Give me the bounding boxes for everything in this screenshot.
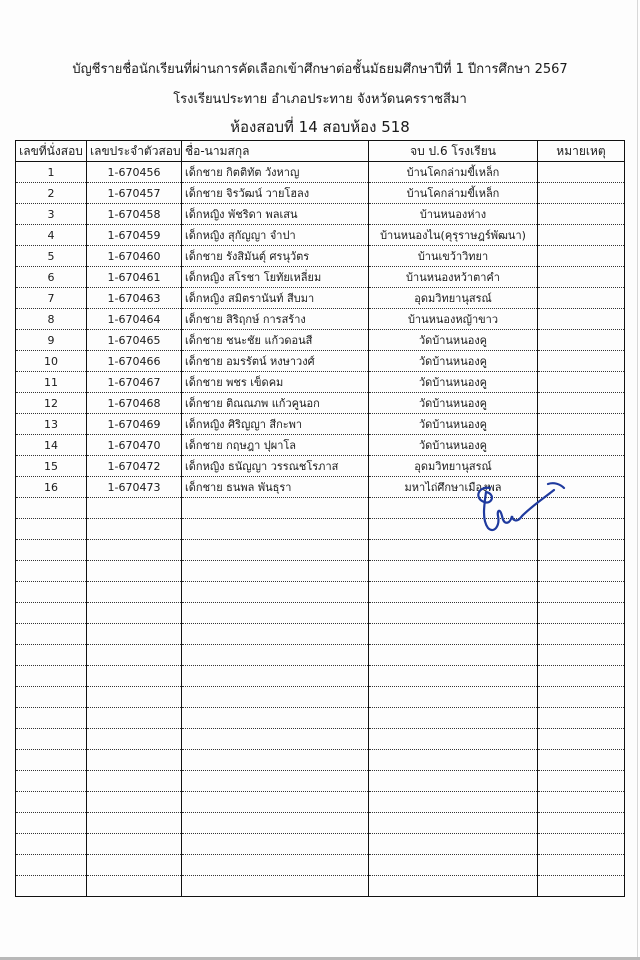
previous-school: วัดบ้านหนองคู: [369, 372, 538, 393]
remarks: [538, 225, 625, 246]
table-row: [16, 204, 625, 225]
table-row: [16, 225, 625, 246]
table-row: [16, 456, 625, 477]
seat-number: 14: [16, 435, 87, 456]
empty-table-row: [16, 834, 625, 855]
empty-cell: [87, 834, 182, 855]
empty-cell: [182, 708, 369, 729]
student-name: เด็กชาย อมรรัตน์ หงษาวงศ์: [182, 351, 369, 372]
empty-cell: [16, 561, 87, 582]
previous-school: บ้านโคกล่ามขี้เหล็ก: [369, 183, 538, 204]
empty-cell: [369, 603, 538, 624]
previous-school: วัดบ้านหนองคู: [369, 351, 538, 372]
remarks: [538, 183, 625, 204]
previous-school: อุดมวิทยานุสรณ์: [369, 456, 538, 477]
exam-id: 1-670469: [87, 414, 182, 435]
empty-cell: [16, 687, 87, 708]
remarks: [538, 309, 625, 330]
empty-cell: [16, 855, 87, 876]
empty-cell: [182, 498, 369, 519]
student-name: เด็กชาย ติณณภพ แก้วคูนอก: [182, 393, 369, 414]
empty-cell: [538, 603, 625, 624]
previous-school: อุดมวิทยานุสรณ์: [369, 288, 538, 309]
exam-id: 1-670459: [87, 225, 182, 246]
empty-cell: [182, 792, 369, 813]
empty-cell: [369, 582, 538, 603]
previous-school: วัดบ้านหนองคู: [369, 330, 538, 351]
student-name: เด็กหญิง พัชริดา พลเสน: [182, 204, 369, 225]
seat-number: 11: [16, 372, 87, 393]
empty-cell: [87, 603, 182, 624]
empty-table-row: [16, 750, 625, 771]
empty-cell: [182, 645, 369, 666]
exam-id: 1-670457: [87, 183, 182, 204]
remarks: [538, 372, 625, 393]
empty-cell: [369, 624, 538, 645]
student-name: เด็กหญิง สุกัญญา จำปา: [182, 225, 369, 246]
exam-id: 1-670473: [87, 477, 182, 498]
exam-id: 1-670464: [87, 309, 182, 330]
student-name: เด็กหญิง สโรชา โยทัยเหลี่ยม: [182, 267, 369, 288]
empty-cell: [182, 519, 369, 540]
empty-table-row: [16, 813, 625, 834]
table-row: [16, 414, 625, 435]
empty-cell: [87, 876, 182, 897]
table-row: [16, 246, 625, 267]
table-row: [16, 351, 625, 372]
empty-cell: [538, 876, 625, 897]
empty-cell: [16, 708, 87, 729]
exam-id: 1-670465: [87, 330, 182, 351]
empty-cell: [369, 813, 538, 834]
exam-id: 1-670463: [87, 288, 182, 309]
empty-cell: [16, 750, 87, 771]
col-seat-number: เลขที่นั่งสอบ: [16, 141, 87, 162]
empty-table-row: [16, 771, 625, 792]
previous-school: วัดบ้านหนองคู: [369, 414, 538, 435]
empty-cell: [182, 687, 369, 708]
seat-number: 9: [16, 330, 87, 351]
empty-table-row: [16, 876, 625, 897]
empty-cell: [16, 540, 87, 561]
previous-school: วัดบ้านหนองคู: [369, 393, 538, 414]
empty-cell: [538, 561, 625, 582]
col-full-name: ชื่อ-นามสกุล: [182, 141, 369, 162]
empty-cell: [87, 540, 182, 561]
empty-cell: [16, 519, 87, 540]
empty-cell: [369, 771, 538, 792]
page-edge: [637, 0, 638, 960]
empty-cell: [182, 855, 369, 876]
col-previous-school: จบ ป.6 โรงเรียน: [369, 141, 538, 162]
remarks: [538, 393, 625, 414]
empty-cell: [87, 582, 182, 603]
empty-cell: [538, 666, 625, 687]
empty-table-row: [16, 624, 625, 645]
signature: [470, 476, 570, 536]
exam-id: 1-670460: [87, 246, 182, 267]
empty-cell: [87, 708, 182, 729]
exam-room: ห้องสอบที่ 14 สอบห้อง 518: [230, 118, 410, 136]
empty-cell: [16, 729, 87, 750]
previous-school: บ้านหนองหญ้าขาว: [369, 309, 538, 330]
table-row: [16, 288, 625, 309]
empty-table-row: [16, 666, 625, 687]
remarks: [538, 414, 625, 435]
previous-school: บ้านหนองหว้าตาคำ: [369, 267, 538, 288]
student-name: เด็กหญิง สมิตรานันท์ สีบมา: [182, 288, 369, 309]
student-name: เด็กหญิง ธนัญญา วรรณชโรภาส: [182, 456, 369, 477]
table-row: [16, 309, 625, 330]
student-name: เด็กชาย จิรวัฒน์ วายโฮลง: [182, 183, 369, 204]
empty-cell: [182, 666, 369, 687]
empty-cell: [16, 498, 87, 519]
empty-cell: [182, 603, 369, 624]
remarks: [538, 456, 625, 477]
table-row: [16, 435, 625, 456]
table-row: [16, 372, 625, 393]
empty-table-row: [16, 582, 625, 603]
empty-table-row: [16, 561, 625, 582]
empty-cell: [182, 729, 369, 750]
empty-table-row: [16, 729, 625, 750]
empty-cell: [16, 666, 87, 687]
col-exam-id: เลขประจำตัวสอบ: [87, 141, 182, 162]
empty-table-row: [16, 687, 625, 708]
remarks: [538, 288, 625, 309]
empty-cell: [538, 645, 625, 666]
empty-cell: [369, 540, 538, 561]
empty-cell: [182, 813, 369, 834]
empty-cell: [87, 561, 182, 582]
remarks: [538, 267, 625, 288]
remarks: [538, 162, 625, 183]
exam-id: 1-670466: [87, 351, 182, 372]
empty-cell: [538, 687, 625, 708]
exam-id: 1-670456: [87, 162, 182, 183]
exam-id: 1-670458: [87, 204, 182, 225]
previous-school: วัดบ้านหนองคู: [369, 435, 538, 456]
document-title: บัญชีรายชื่อนักเรียนที่ผ่านการคัดเลือกเข้าศึกษาต่อชั้นมัธยมศึกษาปีที่ 1 ปีการศึกษา 2567: [72, 62, 568, 77]
student-name: เด็กชาย พชร เข็ดคม: [182, 372, 369, 393]
empty-cell: [538, 813, 625, 834]
table-row: [16, 162, 625, 183]
empty-cell: [16, 582, 87, 603]
seat-number: 7: [16, 288, 87, 309]
student-name: เด็กชาย ชนะชัย แก้วดอนสี: [182, 330, 369, 351]
seat-number: 15: [16, 456, 87, 477]
empty-cell: [182, 834, 369, 855]
empty-cell: [538, 582, 625, 603]
empty-cell: [538, 834, 625, 855]
seat-number: 5: [16, 246, 87, 267]
empty-cell: [87, 771, 182, 792]
empty-cell: [87, 498, 182, 519]
empty-cell: [87, 855, 182, 876]
student-name: เด็กหญิง ศิริญญา สีกะพา: [182, 414, 369, 435]
empty-cell: [16, 624, 87, 645]
previous-school: บ้านโคกล่ามขี้เหล็ก: [369, 162, 538, 183]
empty-cell: [16, 603, 87, 624]
empty-cell: [538, 708, 625, 729]
empty-cell: [87, 645, 182, 666]
empty-table-row: [16, 603, 625, 624]
empty-cell: [538, 771, 625, 792]
empty-table-row: [16, 792, 625, 813]
previous-school: มหาไถ่ศึกษาเมืองพล: [369, 477, 538, 498]
exam-id: 1-670470: [87, 435, 182, 456]
empty-cell: [369, 792, 538, 813]
empty-cell: [182, 561, 369, 582]
empty-cell: [538, 624, 625, 645]
empty-cell: [16, 834, 87, 855]
previous-school: บ้านหนองไน(คุรุราษฎร์พัฒนา): [369, 225, 538, 246]
empty-cell: [87, 792, 182, 813]
student-name: เด็กชาย ธนพล พันธุรา: [182, 477, 369, 498]
exam-id: 1-670461: [87, 267, 182, 288]
exam-id: 1-670467: [87, 372, 182, 393]
empty-cell: [87, 750, 182, 771]
empty-cell: [182, 750, 369, 771]
seat-number: 2: [16, 183, 87, 204]
school-location: โรงเรียนประทาย อำเภอประทาย จังหวัดนครราชสีมา: [173, 92, 467, 107]
remarks: [538, 330, 625, 351]
empty-cell: [16, 813, 87, 834]
empty-table-row: [16, 645, 625, 666]
empty-cell: [16, 792, 87, 813]
empty-cell: [369, 729, 538, 750]
empty-cell: [369, 645, 538, 666]
seat-number: 12: [16, 393, 87, 414]
seat-number: 10: [16, 351, 87, 372]
empty-cell: [369, 855, 538, 876]
col-remarks: หมายเหตุ: [538, 141, 625, 162]
empty-table-row: [16, 540, 625, 561]
empty-table-row: [16, 855, 625, 876]
table-row: [16, 393, 625, 414]
exam-id: 1-670468: [87, 393, 182, 414]
seat-number: 4: [16, 225, 87, 246]
empty-cell: [538, 792, 625, 813]
empty-cell: [16, 876, 87, 897]
student-name: เด็กชาย กิตติทัต วังหาญ: [182, 162, 369, 183]
empty-cell: [182, 582, 369, 603]
empty-cell: [182, 876, 369, 897]
remarks: [538, 435, 625, 456]
student-name: เด็กชาย กฤษฎา ปุผาโล: [182, 435, 369, 456]
empty-cell: [369, 708, 538, 729]
empty-cell: [369, 561, 538, 582]
empty-cell: [538, 750, 625, 771]
remarks: [538, 351, 625, 372]
exam-id: 1-670472: [87, 456, 182, 477]
empty-cell: [369, 750, 538, 771]
empty-cell: [182, 771, 369, 792]
empty-cell: [87, 519, 182, 540]
previous-school: บ้านเขว้าวิทยา: [369, 246, 538, 267]
empty-cell: [87, 687, 182, 708]
student-name: เด็กชาย สิริฤกษ์ การสร้าง: [182, 309, 369, 330]
seat-number: 16: [16, 477, 87, 498]
table-row: [16, 183, 625, 204]
seat-number: 6: [16, 267, 87, 288]
empty-cell: [538, 729, 625, 750]
empty-cell: [538, 540, 625, 561]
table-row: [16, 267, 625, 288]
seat-number: 3: [16, 204, 87, 225]
empty-cell: [182, 540, 369, 561]
empty-cell: [16, 771, 87, 792]
empty-cell: [538, 855, 625, 876]
empty-cell: [369, 834, 538, 855]
seat-number: 8: [16, 309, 87, 330]
empty-cell: [87, 729, 182, 750]
empty-cell: [369, 687, 538, 708]
table-row: [16, 330, 625, 351]
empty-cell: [16, 645, 87, 666]
empty-cell: [87, 813, 182, 834]
empty-cell: [369, 666, 538, 687]
remarks: [538, 246, 625, 267]
remarks: [538, 204, 625, 225]
student-name: เด็กชาย รังสิมันต์ุ ศรนุวัตร: [182, 246, 369, 267]
empty-cell: [369, 876, 538, 897]
table-header-row: [16, 141, 625, 162]
previous-school: บ้านหนองห่าง: [369, 204, 538, 225]
empty-cell: [87, 666, 182, 687]
empty-table-row: [16, 708, 625, 729]
empty-cell: [87, 624, 182, 645]
seat-number: 13: [16, 414, 87, 435]
empty-cell: [182, 624, 369, 645]
seat-number: 1: [16, 162, 87, 183]
